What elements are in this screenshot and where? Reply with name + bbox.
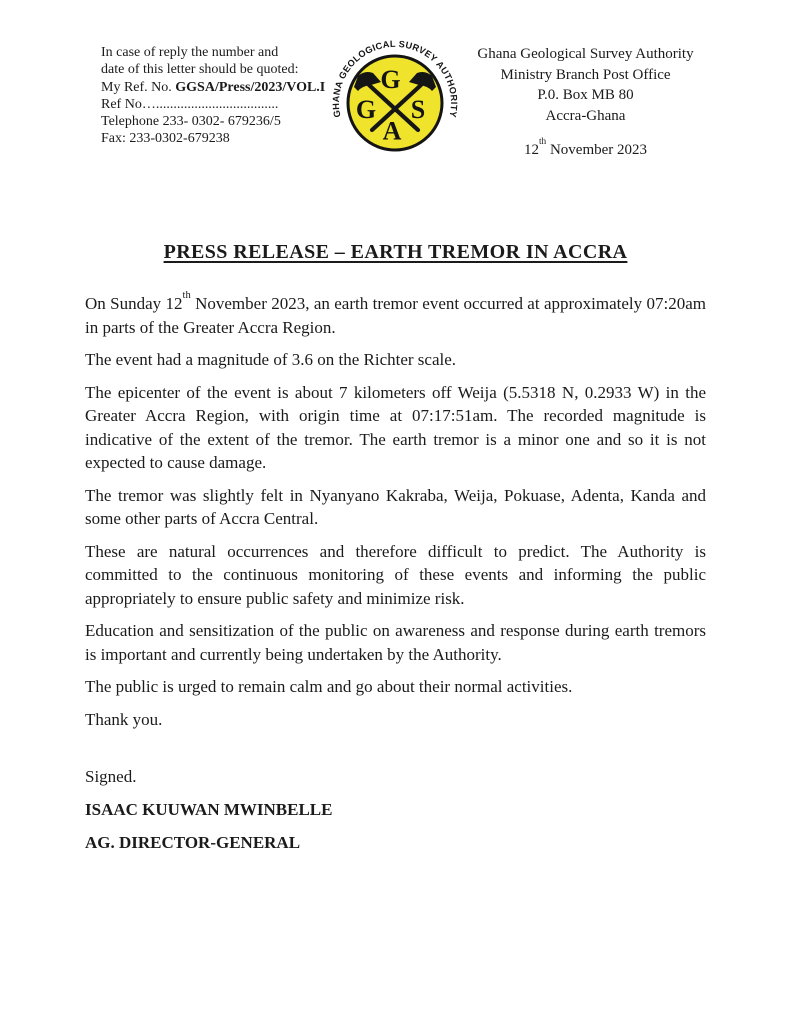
paragraph-thank-you: Thank you. [85,709,163,729]
paragraph-education: Education and sensitization of the public on awareness and response during earth tremors is important and currently being undertaken by the Authority. [85,621,706,664]
signed-label: Signed. [85,767,137,786]
press-release-title: PRESS RELEASE – EARTH TREMOR IN ACCRA [163,241,628,263]
monogram-letter-right: S [410,95,426,124]
monogram-letter-left: G [355,95,377,124]
ref-no-line: Ref No…................................... [101,96,279,112]
paragraph-areas-felt: The tremor was slightly felt in Nyanyano Kakraba, Weija, Pokuase, Adenta, Kanda and some other parts of Accra Central. [85,485,706,528]
signature-block [85,765,706,855]
paragraph-epicenter: The epicenter of the event is about 7 kilometers off Weija (5.5318 N, 0.2933 W) in the Greater Accra Region, with origin time at 07:17:51am. The recorded magnitude is indicative of the extent of the tremor. The earth tremor is a minor one and so it is not expected to cause damage. [85,382,706,472]
letterhead-reference-block [101,44,331,148]
paragraph-event-occurrence [85,289,707,339]
letterhead [85,39,706,172]
logo-ring-text: GHANA GEOLOGICAL SURVEY AUTHORITY [331,39,459,119]
telephone-line: Telephone 233- 0302- 679236/5 [101,114,281,130]
authority-name: Ghana Geological Survey Authority [477,46,694,62]
monogram-letter-bottom: A [382,116,402,146]
my-ref-line [101,79,331,96]
date-ordinal: th [538,136,547,147]
paragraph-remain-calm: The public is urged to remain calm and go about their normal activities. [85,677,573,696]
my-ref-value: GGSA/Press/2023/VOL.I [175,79,326,95]
po-box: P.0. Box MB 80 [537,87,634,103]
fax-line: Fax: 233-0302-679238 [101,131,230,147]
date-rest: November 2023 [546,142,648,158]
branch-office: Ministry Branch Post Office [500,66,671,83]
paragraph-monitoring: These are natural occurrences and therefore difficult to predict. The Authority is committed to the continuous monitoring of these events and informing the public appropriately to ensure public safety and minimize risk. [85,541,706,608]
p1-ordinal: th [182,289,191,301]
body-text [85,289,707,731]
reply-note-line2: date of this letter should be quoted: [101,62,299,78]
ggsa-logo [331,39,465,172]
signatory-title: AG. DIRECTOR-GENERAL [85,833,301,852]
monogram-letter-top: G [380,65,401,94]
my-ref-label: My Ref. No. [101,79,176,95]
ggsa-logo-icon [331,39,459,167]
signatory-name: ISAAC KUUWAN MWINBELLE [85,800,333,819]
paragraph-magnitude: The event had a magnitude of 3.6 on the Richter scale. [85,350,457,369]
city-country: Accra-Ghana [545,107,626,124]
reply-note-line1: In case of reply the number and [101,45,279,60]
date-day: 12 [523,142,539,158]
p1-post: November 2023, an earth tremor event occurred at approximately 07:20am in parts of the Greater Accra Region. [85,294,707,337]
letter-date [465,136,706,161]
letterhead-address-block [465,44,706,161]
p1-pre: On Sunday 12 [85,294,183,313]
